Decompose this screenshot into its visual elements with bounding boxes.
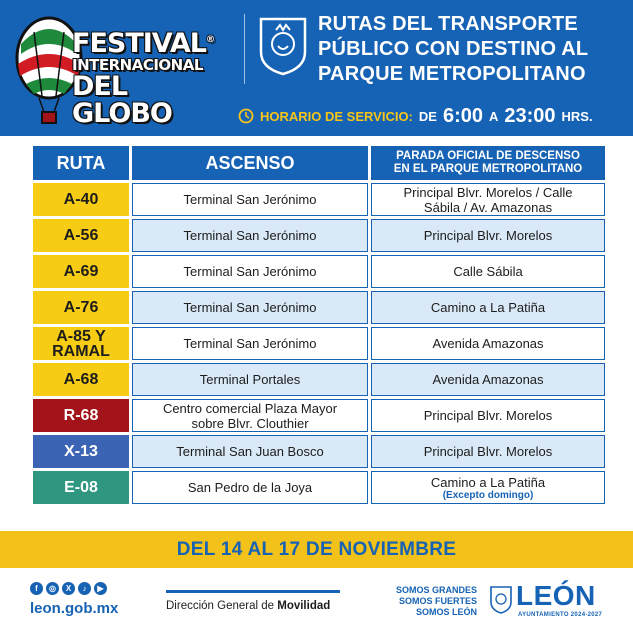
table-row xyxy=(33,255,605,288)
parada-cell xyxy=(371,399,605,432)
festival-line-1: FESTIVAL xyxy=(72,28,206,59)
title-line-2: PÚBLICO CON DESTINO AL xyxy=(318,38,589,60)
festival-line-2: INTERNACIONAL xyxy=(72,56,203,74)
ascenso-cell xyxy=(132,471,368,504)
ascenso-text: Terminal San Juan Bosco xyxy=(176,444,324,459)
schedule-unit: HRS. xyxy=(561,108,593,124)
header-ruta: RUTA xyxy=(33,146,129,180)
parada-text: Calle Sábila xyxy=(453,264,523,279)
parada-cell xyxy=(371,291,605,324)
schedule-a: A xyxy=(488,108,499,124)
table-row xyxy=(33,363,605,396)
parada-text: Principal Blvr. Morelos xyxy=(423,408,553,423)
header-parada-line-1: PARADA OFICIAL DE DESCENSO xyxy=(396,150,580,162)
route-code-cell xyxy=(33,399,129,432)
ascenso-text: Terminal Portales xyxy=(199,372,301,387)
ascenso-cell xyxy=(132,219,368,252)
parada-cell xyxy=(371,363,605,396)
title-line-3: PARQUE METROPOLITANO xyxy=(318,63,586,85)
route-code-cell xyxy=(33,471,129,504)
event-dates: DEL 14 AL 17 DE NOVIEMBRE xyxy=(0,531,633,568)
festival-line-3: DEL GLOBO xyxy=(72,71,172,129)
x-icon[interactable]: X xyxy=(62,582,75,595)
direction-name xyxy=(166,600,330,612)
website-link[interactable]: leon.gob.mx xyxy=(30,600,119,617)
ascenso-cell xyxy=(132,183,368,216)
table-row xyxy=(33,435,605,468)
direction-bold: Movilidad xyxy=(277,600,331,612)
leon-lion-badge-icon xyxy=(258,16,308,76)
clock-icon xyxy=(238,108,254,124)
ascenso-text: Terminal San Jerónimo xyxy=(183,300,317,315)
leon-brand: LEÓN xyxy=(516,580,596,611)
route-code: X-13 xyxy=(64,443,98,460)
slogan-line-1: SOMOS GRANDES xyxy=(396,585,478,595)
route-code: R-68 xyxy=(63,407,99,424)
slogan xyxy=(396,585,477,618)
schedule-label: HORARIO DE SERVICIO: xyxy=(260,108,413,124)
table-row xyxy=(33,399,605,432)
parada-note: (Excepto domingo) xyxy=(442,489,534,501)
parada-cell xyxy=(371,183,605,216)
parada-text: Camino a La Patiña xyxy=(430,300,546,315)
route-code: A-85 Y xyxy=(56,327,106,345)
ascenso-text: Centro comercial Plaza Mayor xyxy=(162,400,338,416)
parada-cell xyxy=(371,219,605,252)
parada-text: Principal Blvr. Morelos xyxy=(423,444,553,459)
ascenso-text: Terminal San Jerónimo xyxy=(183,192,317,207)
ascenso-cell xyxy=(132,255,368,288)
schedule-de: DE xyxy=(418,108,437,124)
ascenso-text: Terminal San Jerónimo xyxy=(183,336,317,351)
parada-text: Avenida Amazonas xyxy=(432,336,544,351)
route-code: A-40 xyxy=(63,191,99,208)
parada-text: Avenida Amazonas xyxy=(432,372,544,387)
parada-text: Camino a La Patiña xyxy=(430,474,546,490)
ascenso-cell xyxy=(132,399,368,432)
slogan-line-2: SOMOS FUERTES xyxy=(399,596,478,606)
route-code: A-76 xyxy=(63,299,99,316)
ascenso-cell xyxy=(132,291,368,324)
route-code-cell xyxy=(33,363,129,396)
header-parada xyxy=(371,146,605,180)
social-links xyxy=(30,582,107,595)
route-code: A-56 xyxy=(63,227,99,244)
route-code-cell xyxy=(33,219,129,252)
route-code-cell xyxy=(33,327,129,360)
route-code-cell xyxy=(33,291,129,324)
route-code-cell xyxy=(33,255,129,288)
instagram-icon[interactable]: ◎ xyxy=(46,582,59,595)
ascenso-cell xyxy=(132,435,368,468)
youtube-icon[interactable]: ▶ xyxy=(94,582,107,595)
leon-shield-icon xyxy=(490,586,512,614)
table-row xyxy=(33,327,605,360)
leon-brand-sub: AYUNTAMIENTO 2024-2027 xyxy=(518,612,603,618)
route-code-line-2: RAMAL xyxy=(52,342,110,360)
table-row xyxy=(33,183,605,216)
route-code: A-68 xyxy=(63,371,99,388)
page-title xyxy=(318,12,618,87)
table-header-row xyxy=(33,146,605,180)
parada-cell xyxy=(371,471,605,504)
routes-table xyxy=(30,143,608,507)
direction-rule xyxy=(166,590,340,593)
direction-prefix: Dirección General de xyxy=(166,600,278,612)
service-schedule xyxy=(238,96,593,136)
parada-cell xyxy=(371,255,605,288)
parada-cell xyxy=(371,327,605,360)
table-row xyxy=(33,291,605,324)
route-code-cell xyxy=(33,183,129,216)
title-line-1: RUTAS DEL TRANSPORTE xyxy=(318,13,578,35)
header-ascenso: ASCENSO xyxy=(132,146,368,180)
header-divider xyxy=(244,14,245,84)
facebook-icon[interactable]: f xyxy=(30,582,43,595)
parada-cell xyxy=(371,435,605,468)
ascenso-text-line-2: sobre Blvr. Clouthier xyxy=(191,415,309,431)
parada-text-line-2: Sábila / Av. Amazonas xyxy=(423,199,553,215)
route-code-cell xyxy=(33,435,129,468)
ascenso-text: Terminal San Jerónimo xyxy=(183,264,317,279)
festival-logo xyxy=(0,0,230,128)
header-parada-line-2: EN EL PARQUE METROPOLITANO xyxy=(393,163,583,175)
ascenso-cell xyxy=(132,363,368,396)
slogan-line-3: SOMOS LEÓN xyxy=(416,607,478,617)
table-row xyxy=(33,219,605,252)
route-code: A-69 xyxy=(63,263,99,280)
route-code: E-08 xyxy=(64,479,98,496)
registered-mark: ® xyxy=(205,35,214,45)
schedule-start-time: 6:00 xyxy=(442,104,483,127)
table-row xyxy=(33,471,605,504)
schedule-end-time: 23:00 xyxy=(504,104,556,127)
parada-text: Principal Blvr. Morelos xyxy=(423,228,553,243)
ascenso-text: San Pedro de la Joya xyxy=(187,480,313,495)
ascenso-cell xyxy=(132,327,368,360)
tiktok-icon[interactable]: ♪ xyxy=(78,582,91,595)
parada-text: Principal Blvr. Morelos / Calle xyxy=(403,184,573,200)
ascenso-text: Terminal San Jerónimo xyxy=(183,228,317,243)
